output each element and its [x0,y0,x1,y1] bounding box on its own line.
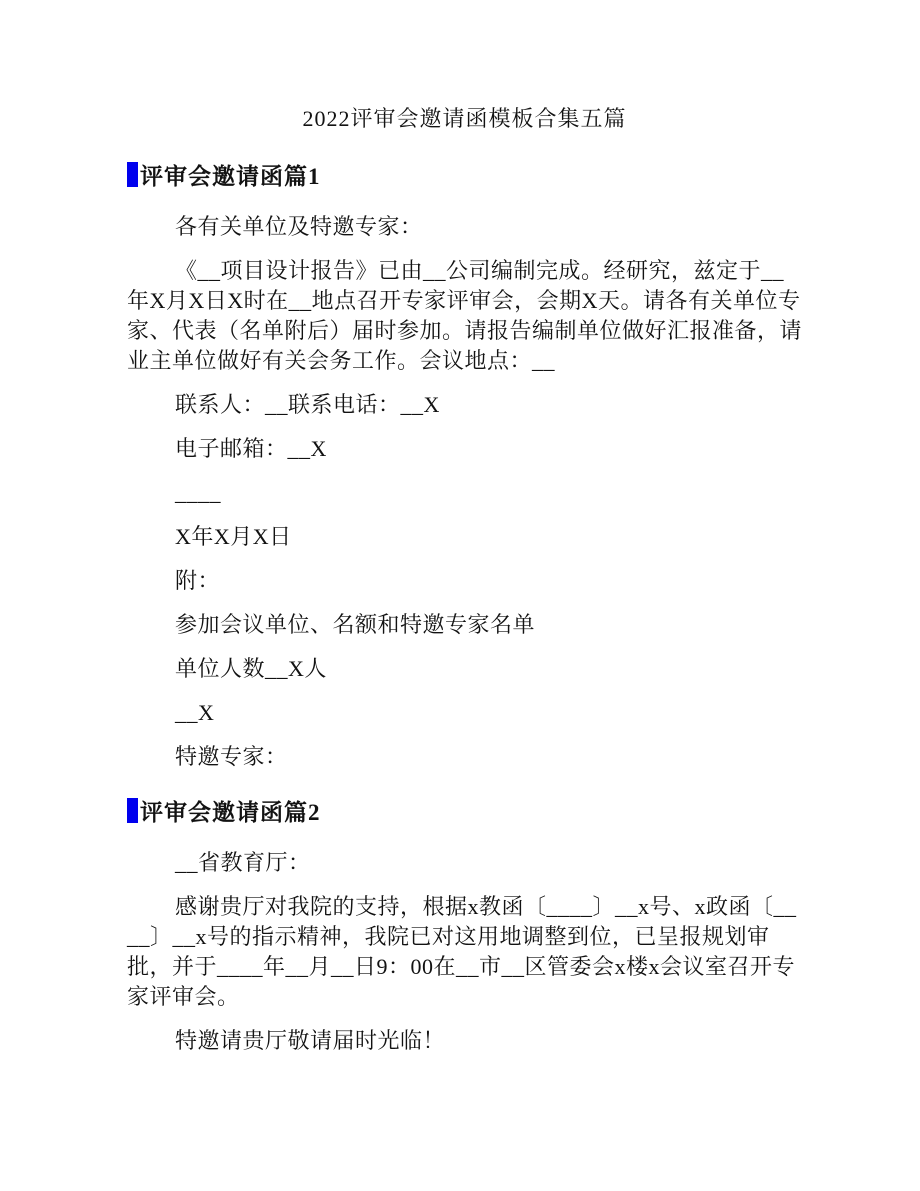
paragraph-email: 电子邮箱：__X [175,436,327,461]
paragraph-body: 感谢贵厅对我院的支持，根据x教函〔____〕__x号、x政函〔____〕__x号的指示精神，我院已对这用地调整到位，已呈报规划审批，并于____年__月__日9：00在__市__区管委会x楼x会议室召开专家评审会。 [127,894,797,1009]
paragraph-salutation: __省教育厅： [175,850,311,875]
section-2-heading [127,798,802,828]
paragraph-date: X年X月X日 [175,524,292,549]
paragraph-contact: 联系人：__联系电话：__X [175,392,440,417]
paragraph-body: 《__项目设计报告》已由__公司编制完成。经研究，兹定于__年X月X日X时在__地点召开专家评审会，会期X天。请各有关单位专家、代表（名单附后）届时参加。请报告编制单位做好汇报准备，请业主单位做好有关会务工作。会议地点：__ [127,258,803,373]
paragraph-attachment-label: 附： [175,568,221,593]
paragraph-blank-x: __X [175,700,215,725]
paragraph-closing: 特邀请贵厅敬请届时光临！ [175,1028,446,1053]
section-1-heading [127,162,802,192]
section-1-heading-label: 评审会邀请函篇1 [140,164,321,189]
heading-accent-bar-icon [127,162,138,187]
heading-accent-bar-icon [127,798,138,823]
section-2-heading-label: 评审会邀请函篇2 [140,800,321,825]
paragraph-unit-count: 单位人数__X人 [175,656,327,681]
paragraph-attachment-title: 参加会议单位、名额和特邀专家名单 [175,612,536,637]
paragraph-blank-line: ____ [175,480,221,505]
document-title: 2022评审会邀请函模板合集五篇 [302,106,627,131]
paragraph-invited-experts: 特邀专家： [175,744,288,769]
paragraph-salutation: 各有关单位及特邀专家： [175,214,423,239]
